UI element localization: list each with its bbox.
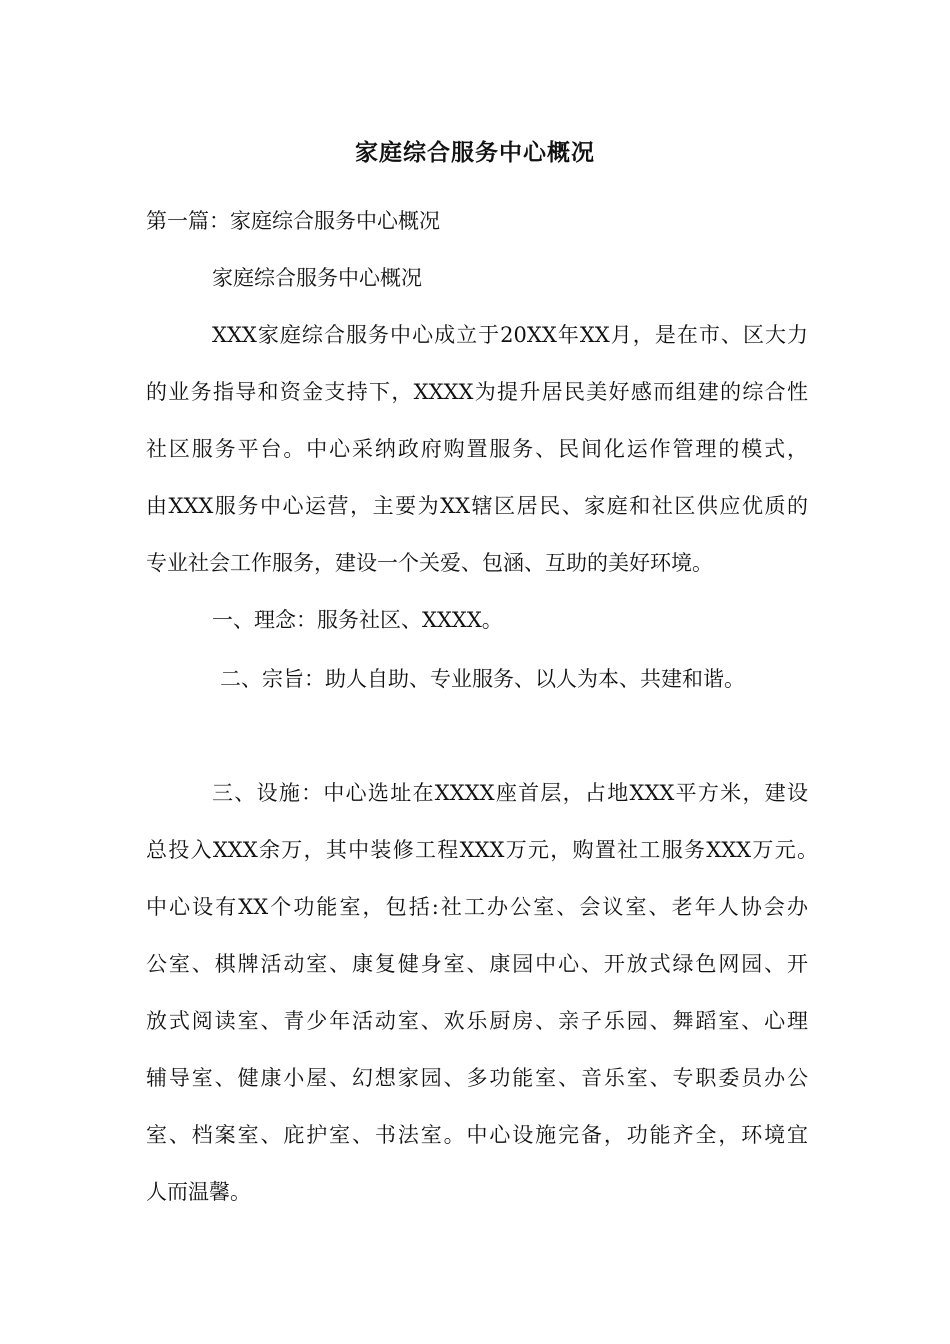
- subheading: 家庭综合服务中心概况: [212, 266, 422, 290]
- intro-line: 的业务指导和资金支持下，XXXX为提升居民美好感而组建的综合性: [146, 380, 808, 404]
- facility-line: 人而温馨。: [146, 1180, 251, 1204]
- document-title: 家庭综合服务中心概况: [355, 140, 595, 166]
- intro-line: 由XXX服务中心运营，主要为XX辖区居民、家庭和社区供应优质的: [146, 494, 808, 518]
- facility-line: 室、档案室、庇护室、书法室。中心设施完备，功能齐全，环境宜: [146, 1123, 808, 1147]
- purpose-line: 二、宗旨：助人自助、专业服务、以人为本、共建和谐。: [220, 667, 745, 691]
- facility-line: 三、设施：中心选址在XXXX座首层，占地XXX平方米，建设: [212, 781, 808, 805]
- facility-line: 中心设有XX个功能室，包括:社工办公室、会议室、老年人协会办: [146, 895, 808, 919]
- intro-line: 社区服务平台。中心采纳政府购置服务、民间化运作管理的模式，: [146, 437, 808, 461]
- facility-line: 辅导室、健康小屋、幻想家园、多功能室、音乐室、专职委员办公: [146, 1066, 808, 1090]
- intro-line: XXX家庭综合服务中心成立于20XX年XX月，是在市、区大力: [212, 323, 808, 347]
- concept-line: 一、理念：服务社区、XXXX。: [212, 608, 503, 632]
- facility-line: 公室、棋牌活动室、康复健身室、康园中心、开放式绿色网园、开: [146, 952, 808, 976]
- facility-line: 总投入XXX余万，其中装修工程XXX万元，购置社工服务XXX万元。: [146, 838, 818, 862]
- intro-line: 专业社会工作服务，建设一个关爱、包涵、互助的美好环境。: [146, 551, 713, 575]
- facility-line: 放式阅读室、青少年活动室、欢乐厨房、亲子乐园、舞蹈室、心理: [146, 1009, 808, 1033]
- section-heading: 第一篇：家庭综合服务中心概况: [146, 209, 440, 233]
